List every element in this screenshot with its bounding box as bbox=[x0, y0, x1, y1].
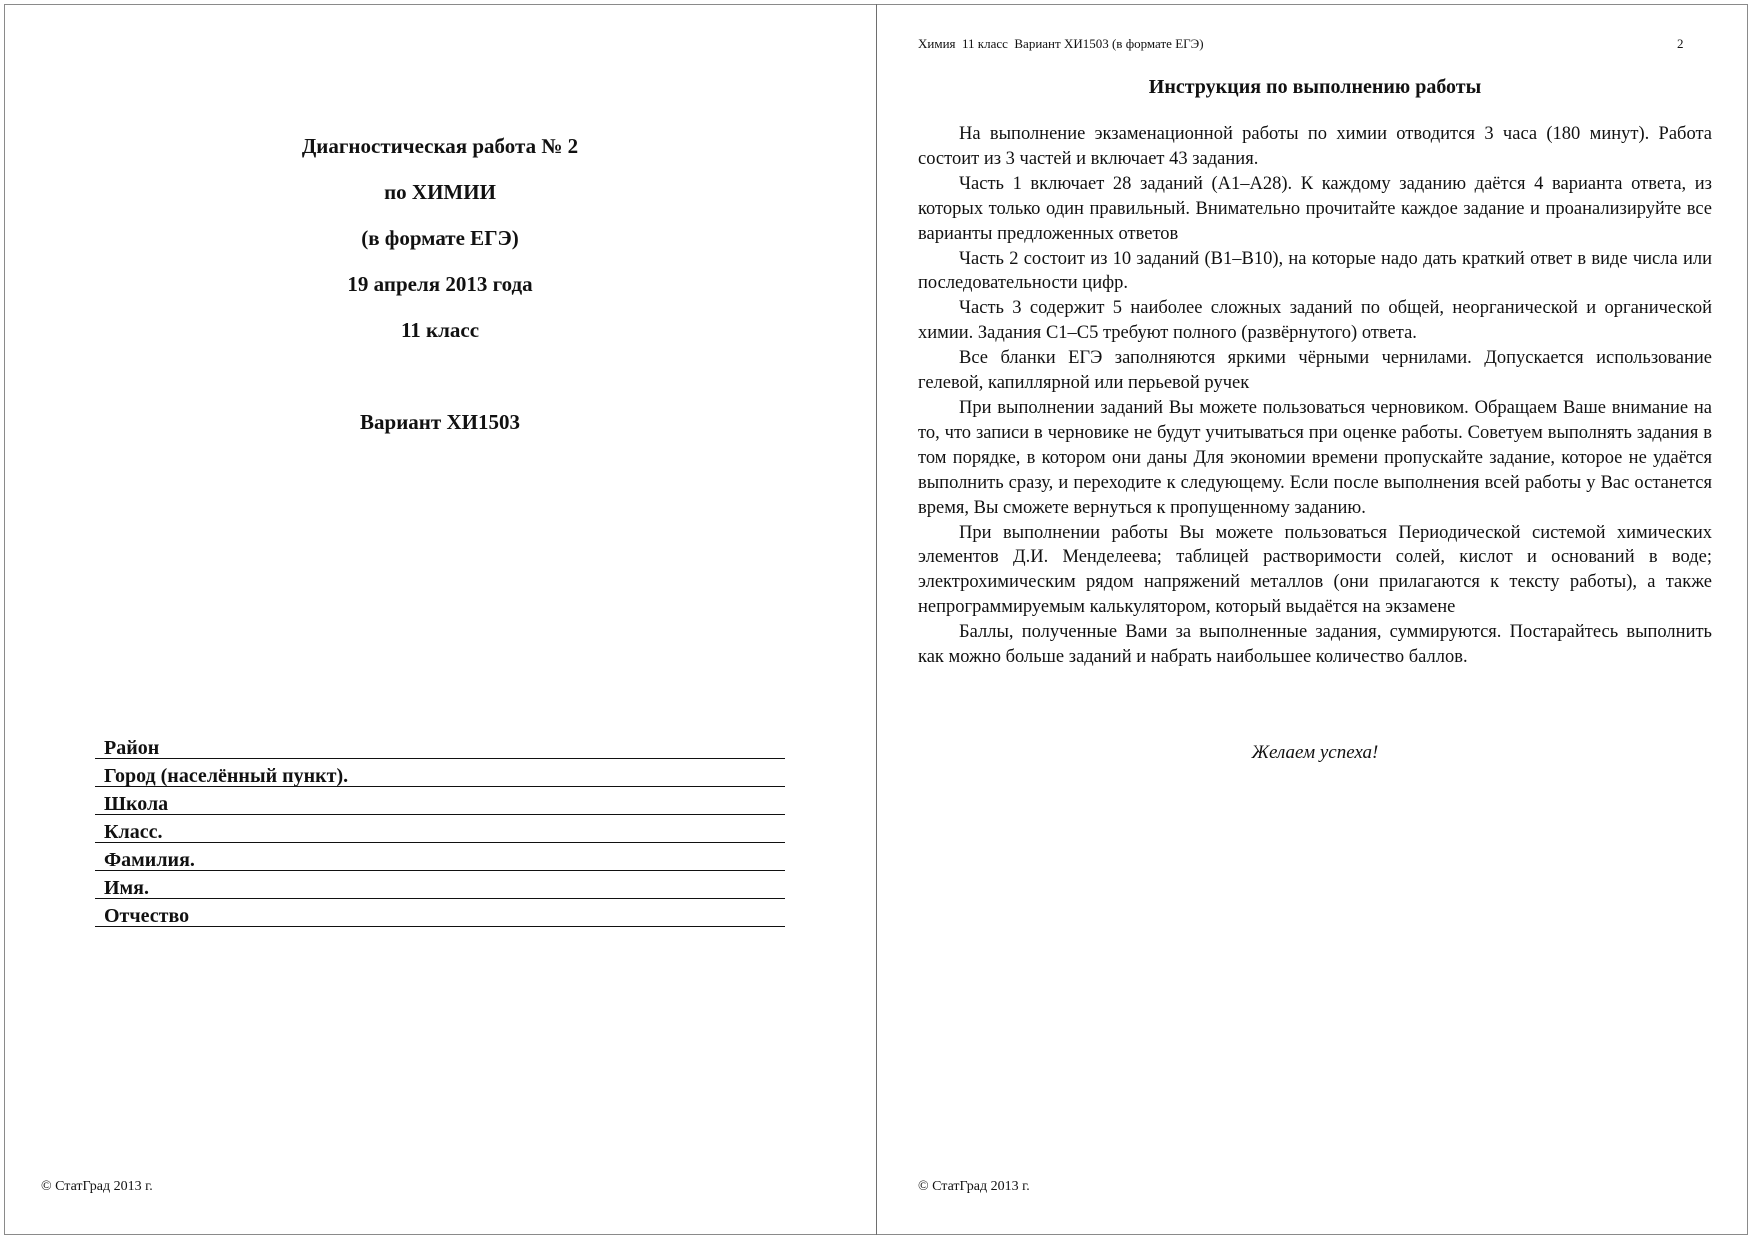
date-line: 19 апреля 2013 года bbox=[347, 272, 533, 296]
field-district[interactable]: Район bbox=[95, 731, 785, 759]
field-city[interactable]: Город (населённый пункт). bbox=[95, 759, 785, 787]
format-line: (в формате ЕГЭ) bbox=[361, 226, 519, 250]
paragraph-draft: При выполнении заданий Вы можете пользоваться черновиком. Обращаем Ваше внимание на то, что записи в черновике не будут учитываться при оценке работы. Советуем выполнять задания в том порядке, в котором они даны Для экономии времени пропускайте задание, которое не удаётся выполнить сразу, и переходите к следующему. Если после выполнения всей работы у Вас останется время, Вы сможете вернуться к пропущенному заданию. bbox=[918, 397, 1712, 518]
field-patronymic[interactable]: Отчество bbox=[95, 899, 785, 927]
instructions-title: Инструкция по выполнению работы bbox=[1148, 76, 1482, 98]
grade-line: 11 класс bbox=[400, 318, 480, 342]
student-info-form bbox=[95, 731, 785, 927]
paragraph-forms: Все бланки ЕГЭ заполняются яркими чёрными чернилами. Допускается использование гелевой, капиллярной или перьевой ручек bbox=[918, 348, 1712, 394]
field-class[interactable]: Класс. bbox=[95, 815, 785, 843]
title-page bbox=[5, 5, 875, 1234]
subject-line: по ХИМИИ bbox=[384, 180, 496, 204]
field-name[interactable]: Имя. bbox=[95, 871, 785, 899]
paragraph-part1: Часть 1 включает 28 заданий (А1–А28). К каждому заданию даётся 4 варианта ответа, из которых только один правильный. Внимательно прочитайте каждое задание и проанализируйте все варианты предложенных ответов bbox=[918, 173, 1712, 244]
work-title: Диагностическая работа № 2 bbox=[301, 134, 579, 158]
paragraph-part2: Часть 2 состоит из 10 заданий (В1–В10), на которые надо дать краткий ответ в виде числа или последовательности цифр. bbox=[918, 248, 1712, 294]
field-surname[interactable]: Фамилия. bbox=[95, 843, 785, 871]
running-header: Химия 11 класс Вариант ХИ1503 (в формате ЕГЭ) bbox=[918, 36, 1204, 51]
variant-line: Вариант ХИ1503 bbox=[360, 410, 520, 434]
instructions-body bbox=[918, 122, 1712, 670]
paragraph-duration: На выполнение экзаменационной работы по химии отводится 3 часа (180 минут). Работа состоит из 3 частей и включает 43 задания. bbox=[918, 124, 1712, 169]
instructions-page bbox=[877, 5, 1749, 1234]
paragraph-scoring: Баллы, полученные Вами за выполненные задания, суммируются. Постарайтесь выполнить как можно больше заданий и набрать наибольшее количество баллов. bbox=[918, 622, 1712, 668]
title-block bbox=[5, 123, 875, 445]
good-luck-line: Желаем успеха! bbox=[1251, 742, 1379, 763]
paragraph-part3: Часть 3 содержит 5 наиболее сложных заданий по общей, неорганической и органической химии. Задания С1–С5 требуют полного (развёрнутого) ответа. bbox=[918, 298, 1712, 344]
copyright-footer: © СтатГрад 2013 г. bbox=[918, 1179, 1030, 1194]
page-number: 2 bbox=[1677, 36, 1684, 51]
field-school[interactable]: Школа bbox=[95, 787, 785, 815]
copyright-footer: © СтатГрад 2013 г. bbox=[41, 1179, 153, 1194]
paragraph-allowed-materials: При выполнении работы Вы можете пользоваться Периодической системой химических элементов Д.И. Менделеева; таблицей растворимости солей, кислот и оснований в воде; электрохимическим рядом напряжений металлов (они прилагаются к тексту работы), а также непрограммируемым калькулятором, который выдаётся на экзамене bbox=[918, 522, 1712, 618]
